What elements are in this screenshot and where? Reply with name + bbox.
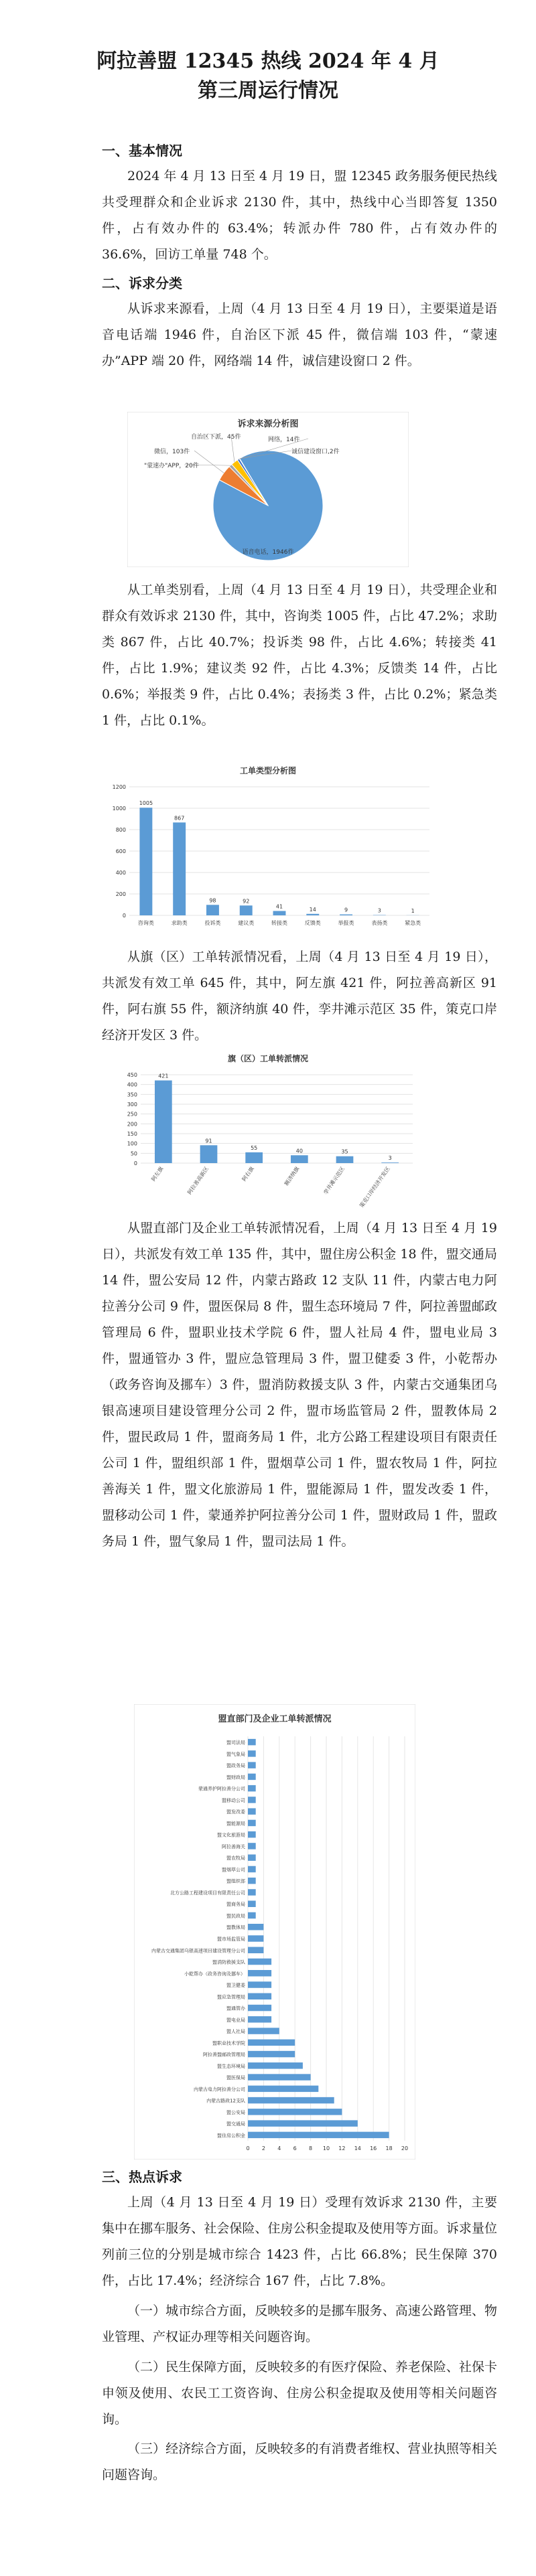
pie-slice-label: 网络，14件 [268, 437, 300, 443]
region-chart-data-label: 91 [205, 1138, 212, 1144]
dept-chart-bar [248, 1947, 263, 1953]
dept-chart-ytick-label: 盟人社局 [226, 2029, 245, 2035]
pie-chart [127, 412, 409, 567]
type-chart-bar [173, 822, 186, 915]
region-chart-bar [381, 1162, 399, 1163]
dept-chart-bar [248, 1900, 256, 1906]
dept-chart-ytick-label: 蒙通养护阿拉善分公司 [198, 1786, 245, 1792]
type-chart-title: 工单类型分析图 [239, 766, 297, 775]
region-chart-ytick-label: 400 [127, 1081, 137, 1088]
para-economy: （三）经济综合方面，反映较多的有消费者维权、营业执照等相关问题咨询。 [102, 2441, 497, 2482]
region-chart-bar [200, 1145, 218, 1163]
dept-chart-ytick-label: 小乾帮办（政务咨询及挪车） [184, 1971, 245, 1977]
dept-chart-bar [248, 2062, 303, 2068]
region-chart-xtick-label: 阿右旗 [241, 1165, 255, 1183]
dept-chart-bar [248, 1981, 271, 1987]
dept-chart-bar [248, 1924, 263, 1930]
dept-chart-ytick-label: 盟交通局 [226, 2121, 245, 2127]
dept-chart-title: 盟直部门及企业工单转派情况 [218, 1714, 332, 1724]
dept-chart-bar [248, 2040, 295, 2046]
region-chart-data-label: 55 [251, 1144, 258, 1151]
dept-chart-xtick-label: 14 [354, 2145, 361, 2151]
dept-chart-bar [248, 1831, 256, 1837]
type-chart-data-label: 98 [209, 897, 216, 904]
type-chart-data-label: 1005 [139, 800, 153, 807]
region-chart-xtick-label: 阿拉善高新区 [186, 1165, 210, 1196]
region-chart-ytick-label: 350 [127, 1091, 137, 1098]
department-bar-chart [134, 1704, 415, 2160]
para-hot: 上周（4 月 13 日至 4 月 19 日）受理有效诉求 2130 件，主要集中在挪车服务、社会保险、住房公积金提取及使用等方面。诉求量位列前三位的分别是城市综合 1423 件，占比 66.8%；民生保障 370 件，占比 17.4%；经济综合 167 件，占比 7.8%。 [102, 2195, 497, 2288]
type-chart-ytick-label: 1200 [112, 784, 126, 790]
type-chart-data-label: 9 [344, 907, 348, 913]
para-urban: （一）城市综合方面，反映较多的是挪车服务、高速公路管理、物业管理、产权证办理等相关问题咨询。 [102, 2303, 497, 2344]
dept-chart-bar [248, 1808, 256, 1814]
type-chart-bar [206, 905, 219, 915]
region-chart-ytick-label: 0 [133, 1160, 137, 1166]
heading-hot: 三、热点诉求 [102, 2169, 182, 2185]
dept-chart-bar [248, 2028, 279, 2034]
dept-chart-ytick-label: 盟财政局 [226, 1774, 245, 1781]
region-chart-data-label: 40 [295, 1148, 303, 1154]
dept-chart-ytick-label: 盟能源局 [226, 1821, 245, 1827]
region-bar-chart [114, 1048, 422, 1210]
dept-chart-bar [248, 2086, 318, 2092]
para-region: 从旗（区）工单转派情况看，上周（4 月 13 日至 4 月 19 日），共派发有效工单 645 件，其中，阿左旗 421 件，阿拉善高新区 91 件，阿右旗 55 件，额济纳旗 40 件，孪井滩示范区 35 件，策克口岸经济开发区 3 件。 [102, 950, 497, 1043]
dept-chart-bar [248, 1959, 271, 1965]
region-chart-data-label: 421 [158, 1073, 169, 1079]
pie-slice-label: 自治区下派，45件 [191, 434, 241, 441]
region-chart-ytick-label: 300 [127, 1102, 137, 1108]
pie-slice-label: "蒙速办"APP，20件 [144, 463, 199, 469]
type-chart-ytick-label: 400 [115, 870, 126, 876]
dept-chart-ytick-label: 盟发改委 [226, 1809, 245, 1815]
dept-chart-bar [248, 1889, 256, 1895]
dept-chart-xtick-label: 12 [338, 2145, 346, 2151]
dept-chart-bar [248, 2005, 271, 2011]
region-chart-xtick-label: 策克口岸经济开发区 [358, 1165, 391, 1209]
dept-chart-bar [248, 1750, 256, 1756]
para-type: 从工单类别看，上周（4 月 13 日至 4 月 19 日），共受理企业和群众有效诉求 2130 件，其中，咨询类 1005 件，占比 47.2%；求助类 867 件，占比 40.7%；投诉类 98 件，占比 4.6%；转接类 41 件，占比 1.9%；建议类 92 件，占比 4.3%；反馈类 14 件，占比 0.6%；举报类 9 件，占比 0.4%；表扬类 3 件，占比 0.2%；紧急类 1 件，占比 0.1%。 [102, 583, 497, 728]
dept-chart-bar [248, 1912, 256, 1918]
region-chart-bar [155, 1081, 172, 1163]
dept-chart-bar [248, 1820, 256, 1826]
dept-chart-ytick-label: 盟组织部 [226, 1878, 245, 1884]
dept-chart-bar [248, 1878, 256, 1884]
type-chart-data-label: 1 [411, 907, 415, 914]
region-chart-xtick-label: 阿左旗 [150, 1165, 165, 1183]
dept-chart-xtick-label: 2 [261, 2145, 265, 2151]
dept-chart-ytick-label: 盟住房公积金 [217, 2133, 245, 2139]
dept-chart-ytick-label: 盟应急管理局 [217, 1994, 245, 2000]
type-chart-data-label: 3 [377, 907, 381, 914]
type-chart-ytick-label: 600 [115, 848, 126, 854]
pie-slice-label: 诚信建设窗口,2件 [291, 449, 340, 455]
type-chart-xtick-label: 咨询类 [137, 920, 154, 926]
para-source: 从诉求来源看，上周（4 月 13 日至 4 月 19 日），主要渠道是语音电话端 1946 件，自治区下派 45 件，微信端 103 件，“蒙速办”APP 端 20 件，网络端 14 件，诚信建设窗口 2 件。 [102, 301, 497, 368]
dept-chart-bar [248, 2016, 271, 2022]
dept-chart-ytick-label: 盟电业局 [226, 2017, 245, 2023]
dept-chart-ytick-label: 盟卫健委 [226, 1983, 245, 1989]
region-chart-title: 旗（区）工单转派情况 [227, 1054, 309, 1063]
region-chart-data-label: 3 [388, 1155, 392, 1162]
region-chart-ytick-label: 100 [127, 1140, 137, 1147]
type-chart-ytick-label: 1000 [112, 806, 126, 812]
type-chart-data-label: 867 [174, 815, 185, 822]
type-chart-xtick-label: 建议类 [238, 920, 255, 926]
region-chart-ytick-label: 250 [127, 1111, 137, 1118]
dept-chart-bar [248, 2109, 342, 2115]
dept-chart-xtick-label: 20 [401, 2145, 409, 2151]
dept-chart-bar [248, 2074, 311, 2080]
dept-chart-bar [248, 2132, 389, 2138]
type-chart-xtick-label: 求助类 [171, 920, 188, 926]
dept-chart-ytick-label: 盟农牧局 [226, 1855, 245, 1862]
dept-chart-ytick-label: 盟消防救援支队 [212, 1959, 245, 1965]
region-chart-ytick-label: 150 [127, 1131, 137, 1137]
dept-chart-ytick-label: 盟教体局 [226, 1924, 245, 1930]
type-chart-xtick-label: 紧急类 [405, 920, 421, 926]
dept-chart-ytick-label: 盟气象局 [226, 1751, 245, 1757]
dept-chart-ytick-label: 盟市场监管局 [217, 1937, 245, 1942]
dept-chart-bar [248, 1866, 256, 1872]
dept-chart-bar [248, 1797, 256, 1803]
region-chart-ytick-label: 450 [127, 1072, 137, 1078]
type-chart-xtick-label: 反馈类 [304, 920, 321, 926]
type-chart-data-label: 92 [243, 898, 250, 905]
type-chart-bar [240, 905, 253, 915]
dept-chart-bar [248, 1739, 256, 1745]
dept-chart-xtick-label: 8 [309, 2145, 313, 2151]
para-department: 从盟直部门及企业工单转派情况看，上周（4 月 13 日至 4 月 19 日），共派发有效工单 135 件，其中，盟住房公积金 18 件，盟交通局 14 件，盟公安局 12 件，内蒙古路政 12 支队 11 件，内蒙古电力阿拉善分公司 9 件，盟医保局 8 件，盟生态环境局 7 件，阿拉善盟邮政管理局 6 件，盟职业技术学院 6 件，盟人社局 4 件，盟电业局 3 件，盟通管办 3 件，盟应急管理局 3 件，盟卫健委 3 件，小乾帮办（政务咨询及挪车）3 件，盟消防救援支队 3 件，内蒙古交通集团乌银高速项目建设管理分公司 2 件，盟市场监管局 2 件，盟教体局 2 件，盟民政局 1 件，盟商务局 1 件，北方公路工程建设项目有限责任公司 1 件，盟组织部 1 件，盟烟草公司 1 件，盟农牧局 1 件，阿拉善海关 1 件，盟文化旅游局 1 件，盟能源局 1 件，盟发改委 1 件，盟移动公司 1 件，蒙通养护阿拉善分公司 1 件，盟财政局 1 件，盟政务局 1 件，盟气象局 1 件，盟司法局 1 件。 [102, 1221, 497, 1549]
pie-slice-label: 微信，103件 [154, 449, 190, 455]
dept-chart-ytick-label: 盟医保局 [226, 2075, 245, 2081]
region-chart-ytick-label: 200 [127, 1121, 137, 1128]
dept-chart-ytick-label: 北方公路工程建设项目有限责任公司 [170, 1890, 245, 1896]
type-chart-xtick-label: 转接类 [271, 920, 287, 926]
dept-chart-ytick-label: 盟商务局 [226, 1902, 245, 1908]
dept-chart-xtick-label: 18 [385, 2145, 393, 2151]
dept-chart-ytick-label: 内蒙古电力阿拉善分公司 [194, 2087, 245, 2093]
dept-chart-ytick-label: 内蒙古交通集团乌银高速项目建设管理分公司 [151, 1948, 245, 1954]
type-chart-data-label: 14 [309, 906, 316, 913]
region-chart-xtick-label: 孪井滩示范区 [322, 1165, 346, 1196]
dept-chart-ytick-label: 盟通管办 [226, 2005, 245, 2012]
dept-chart-bar [248, 1843, 256, 1849]
region-chart-data-label: 35 [341, 1148, 348, 1155]
dept-chart-ytick-label: 阿拉善海关 [222, 1843, 245, 1849]
type-chart-bar [139, 808, 152, 915]
para-livelihood: （二）民生保障方面，反映较多的有医疗保险、养老保险、社保卡申领及使用、农民工工资咨询、住房公积金提取及使用等相关问题咨询。 [102, 2360, 497, 2427]
type-bar-chart [97, 760, 439, 935]
dept-chart-ytick-label: 盟文化旅游局 [217, 1832, 245, 1838]
type-chart-xtick-label: 投诉类 [204, 920, 221, 926]
dept-chart-ytick-label: 内蒙古路政12支队 [206, 2098, 245, 2104]
dept-chart-xtick-label: 4 [277, 2145, 281, 2151]
dept-chart-bar [248, 1774, 256, 1780]
dept-chart-bar [248, 2097, 334, 2103]
heading-basic: 一、基本情况 [102, 143, 182, 159]
dept-chart-ytick-label: 盟政务局 [226, 1763, 245, 1769]
dept-chart-bar [248, 2051, 295, 2057]
dept-chart-bar [248, 1785, 256, 1791]
heading-classification: 二、诉求分类 [102, 275, 182, 291]
region-chart-bar [245, 1152, 263, 1163]
doc-title-line1: 阿拉善盟 12345 热线 2024 年 4 月 [96, 50, 440, 73]
dept-chart-ytick-label: 盟民政局 [226, 1913, 245, 1919]
type-chart-ytick-label: 800 [115, 827, 126, 833]
region-chart-bar [336, 1156, 354, 1163]
dept-chart-xtick-label: 0 [246, 2145, 250, 2151]
type-chart-ytick-label: 0 [122, 913, 126, 919]
dept-chart-bar [248, 1762, 256, 1768]
dept-chart-bar [248, 2120, 358, 2126]
type-chart-xtick-label: 表扬类 [371, 920, 388, 926]
type-chart-ytick-label: 200 [115, 891, 126, 897]
dept-chart-ytick-label: 阿拉善盟邮政管理局 [203, 2052, 245, 2058]
dept-chart-ytick-label: 盟烟草公司 [222, 1867, 245, 1873]
dept-chart-xtick-label: 6 [293, 2145, 297, 2151]
pie-chart-title: 诉求来源分析图 [237, 419, 299, 429]
type-chart-data-label: 41 [275, 903, 283, 910]
dept-chart-ytick-label: 盟职业技术学院 [212, 2040, 245, 2046]
dept-chart-xtick-label: 16 [370, 2145, 377, 2151]
dept-chart-bar [248, 1970, 271, 1976]
dept-chart-bar [248, 1854, 256, 1860]
pie-slice-label: 语音电话，1946件 [242, 549, 294, 556]
doc-title-line2: 第三周运行情况 [198, 79, 338, 102]
region-chart-xtick-label: 额济纳旗 [283, 1165, 301, 1187]
region-chart-bar [291, 1155, 308, 1163]
dept-chart-bar [248, 1993, 271, 1999]
type-chart-bar [306, 914, 319, 915]
type-chart-xtick-label: 举报类 [338, 920, 354, 926]
dept-chart-bar [248, 1935, 263, 1941]
dept-chart-ytick-label: 盟移动公司 [222, 1797, 245, 1803]
dept-chart-ytick-label: 盟公安局 [226, 2109, 245, 2115]
para-basic: 2024 年 4 月 13 日至 4 月 19 日，盟 12345 政务服务便民热线共受理群众和企业诉求 2130 件，其中，热线中心当即答复 1350 件，占有效办件的 63.4%；转派办件 780 件，占有效办件的 36.6%，回访工单量 748 个。 [102, 169, 497, 262]
dept-chart-xtick-label: 10 [322, 2145, 330, 2151]
dept-chart-ytick-label: 盟司法局 [226, 1740, 245, 1746]
region-chart-ytick-label: 50 [130, 1150, 137, 1157]
dept-chart-ytick-label: 盟生态环境局 [217, 2063, 245, 2069]
type-chart-bar [273, 911, 286, 915]
